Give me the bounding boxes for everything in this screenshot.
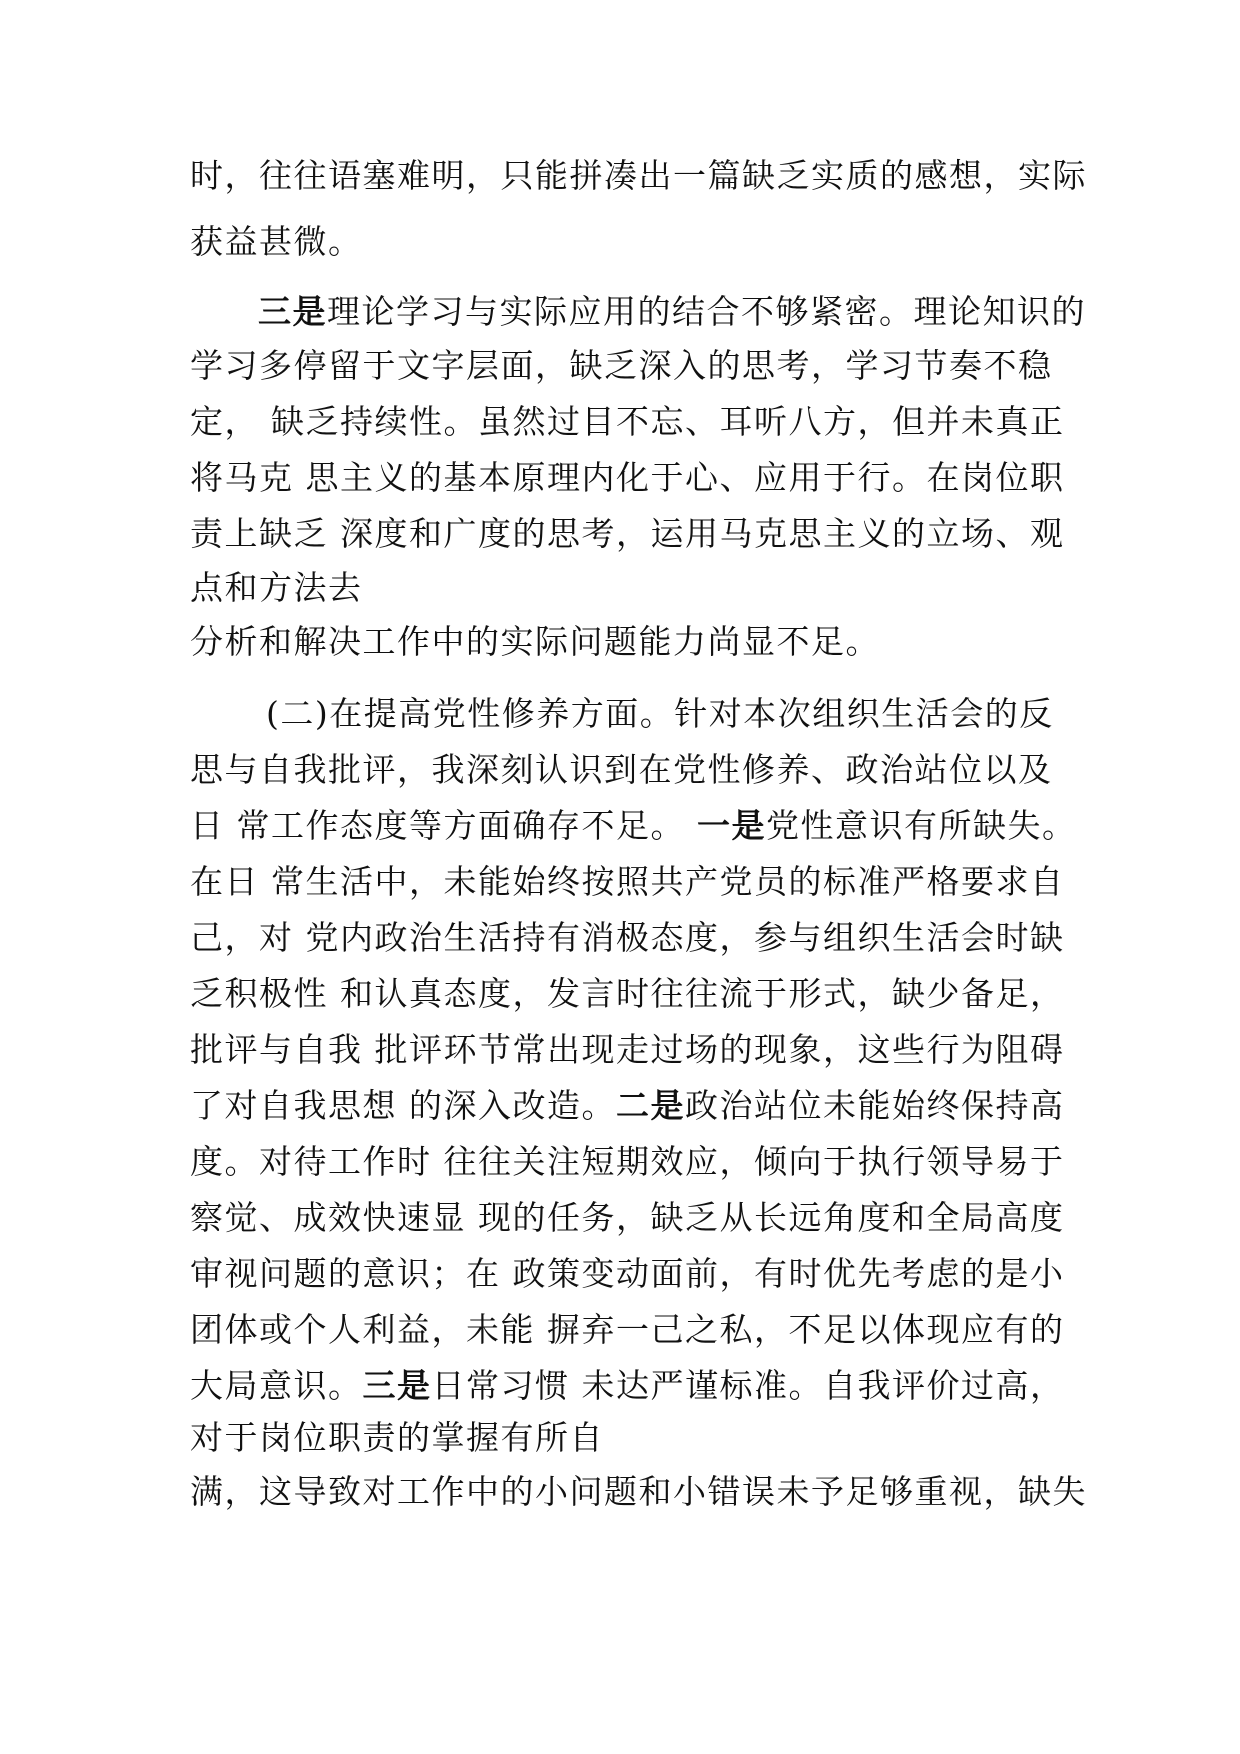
text-segment: 己，对 党内政治生活持有消极态度，参与组织生活会时缺: [190, 918, 1065, 957]
text-segment: 日常习惯 未达严谨标准。自我评价过高，: [431, 1366, 1065, 1405]
text-segment: 大局意识。: [190, 1366, 363, 1405]
bold-heading-text: 三是: [258, 292, 327, 331]
text-line: [190, 1418, 1070, 1458]
text-segment: 将马克 思主义的基本原理内化于心、应用于行。在岗位职: [190, 458, 1065, 497]
text-line: [190, 974, 1070, 1014]
text-segment: 审视问题的意识；在 政策变动面前，有时优先考虑的是小: [190, 1254, 1065, 1293]
text-line: [190, 1254, 1070, 1294]
text-segment: 度。对待工作时 往往关注短期效应，倾向于执行领导易于: [190, 1142, 1065, 1181]
text-segment: 对于岗位职责的掌握有所自: [190, 1418, 604, 1457]
bold-heading-text: 二是: [616, 1086, 685, 1125]
text-segment: 分析和解决工作中的实际问题能力尚显不足。: [190, 622, 880, 661]
text-segment: 了对自我思想 的深入改造。: [190, 1086, 616, 1125]
text-segment: 满，这导致对工作中的小问题和小错误未予足够重视，缺失: [190, 1472, 1087, 1511]
text-segment: 定， 缺乏持续性。虽然过目不忘、耳听八方，但并未真正: [190, 402, 1065, 441]
text-segment: 团体或个人利益，未能 摒弃一己之私，不足以体现应有的: [190, 1310, 1065, 1349]
paragraph-start-line: [258, 292, 1138, 332]
text-line: [190, 1142, 1070, 1182]
text-line: [190, 1310, 1070, 1350]
text-segment: 时，往往语塞难明，只能拼凑出一篇缺乏实质的感想，实际: [190, 156, 1087, 195]
text-line: [190, 346, 1070, 386]
section-heading-line: [266, 694, 1146, 734]
text-segment: 获益甚微。: [190, 222, 363, 261]
text-line: [190, 862, 1070, 902]
text-line: [190, 1198, 1070, 1238]
text-line: [190, 918, 1070, 958]
text-segment: 乏积极性 和认真态度，发言时往往流于形式，缺少备足，: [190, 974, 1065, 1013]
text-line: [190, 750, 1070, 790]
bold-heading-text: 一是: [696, 806, 766, 845]
text-line: [190, 1472, 1087, 1512]
text-segment: 责上缺乏 深度和广度的思考，运用马克思主义的立场、观: [190, 514, 1065, 553]
text-line: [190, 222, 1070, 262]
text-segment: 思与自我批评，我深刻认识到在党性修养、政治站位以及: [190, 750, 1053, 789]
bold-heading-text: 三是: [362, 1366, 432, 1405]
text-segment: 日 常工作态度等方面确存不足。: [190, 806, 697, 845]
text-segment: 学习多停留于文字层面，缺乏深入的思考，学习节奏不稳: [190, 346, 1053, 385]
text-segment: 政治站位未能始终保持高: [685, 1086, 1065, 1125]
text-line: [190, 156, 1087, 196]
text-line: [190, 1086, 1070, 1126]
text-segment: 批评与自我 批评环节常出现走过场的现象，这些行为阻碍: [190, 1030, 1065, 1069]
text-line: [190, 402, 1070, 442]
text-line: [190, 1030, 1070, 1070]
text-line: [190, 806, 1077, 846]
text-segment: 察觉、成效快速显 现的任务，缺乏从长远角度和全局高度: [190, 1198, 1065, 1237]
text-line: [190, 458, 1070, 498]
text-segment: (二)在提高党性修养方面。针对本次组织生活会的反: [266, 694, 1054, 733]
text-line: [190, 1366, 1070, 1406]
text-line: [190, 514, 1070, 554]
text-segment: 点和方法去: [190, 568, 363, 607]
text-segment: 在日 常生活中，未能始终按照共产党员的标准严格要求自: [190, 862, 1065, 901]
text-line: [190, 568, 1070, 608]
text-segment: 理论学习与实际应用的结合不够紧密。理论知识的: [327, 292, 1086, 331]
text-segment: 党性意识有所缺失。: [765, 806, 1077, 845]
text-line: [190, 622, 1070, 662]
